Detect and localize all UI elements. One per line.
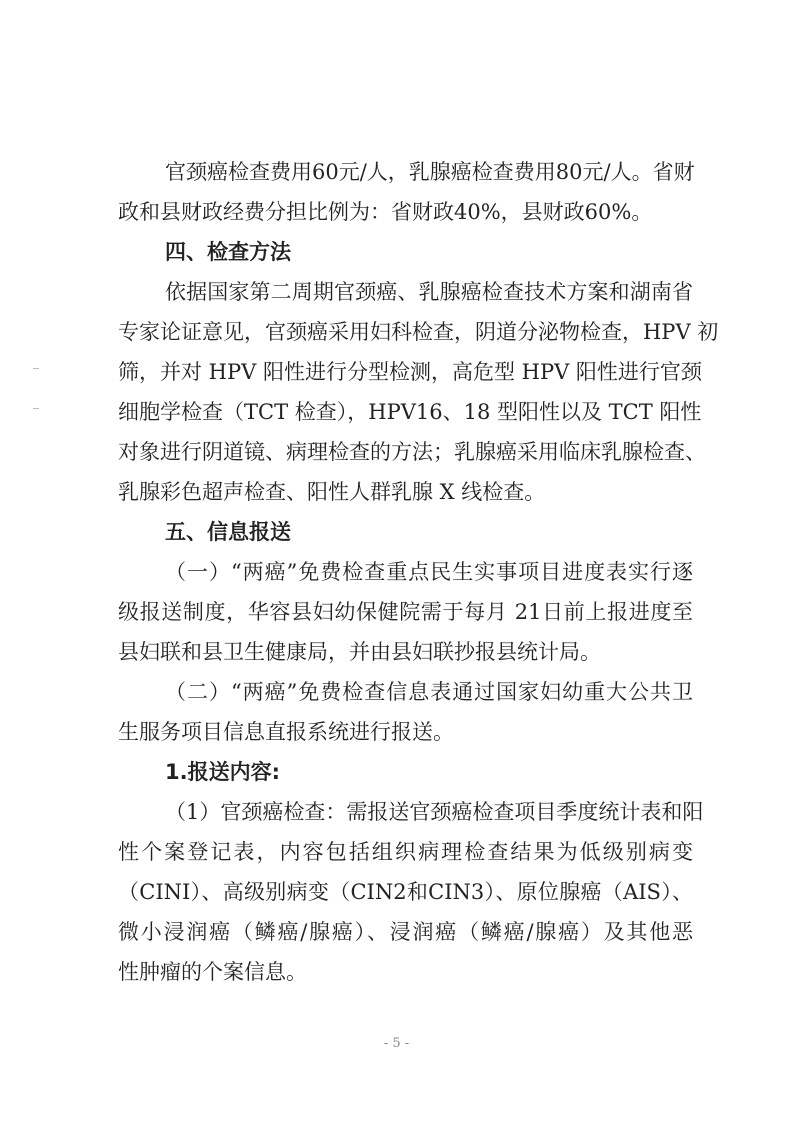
text-line: 对象进行阴道镜、病理检查的方法；乳腺癌采用临床乳腺检查、 — [118, 440, 706, 464]
document-body — [118, 152, 719, 992]
text-line: （一）“两癌”免费检查重点民生实事项目进度表实行逐 — [165, 560, 693, 584]
text-line: 筛，并对 HPV 阳性进行分型检测，高危型 HPV 阳性进行官颈 — [118, 360, 702, 384]
text-line: 政和县财政经费分担比例为：省财政40%，县财政60%。 — [118, 200, 653, 224]
text-line: 细胞学检查（TCT 检查），HPV16、18 型阳性以及 TCT 阳性 — [118, 400, 702, 424]
text-line: 性肿瘤的个案信息。 — [118, 960, 307, 984]
section-heading: 四、检查方法 — [165, 240, 291, 264]
text-line: 微小浸润癌（鳞癌/腺癌）、浸润癌（鳞癌/腺癌）及其他恶 — [118, 920, 693, 944]
section-heading: 五、信息报送 — [165, 520, 291, 544]
text-line: 性个案登记表，内容包括组织病理检查结果为低级别病变 — [118, 840, 693, 864]
text-line: （二）“两癌”免费检查信息表通过国家妇幼重大公共卫 — [165, 680, 693, 704]
text-line: （1）官颈癌检查：需报送官颈癌检查项目季度统计表和阳 — [165, 800, 704, 824]
text-line: 乳腺彩色超声检查、阳性人群乳腺 X 线检查。 — [118, 480, 546, 504]
text-line: 官颈癌检查费用60元/人，乳腺癌检查费用80元/人。省财 — [165, 160, 695, 184]
text-line: 依据国家第二周期官颈癌、乳腺癌检查技术方案和湖南省 — [165, 280, 693, 304]
subsection-heading: 1.报送内容: — [165, 760, 280, 784]
text-line: （CINI）、高级别病变（CIN2和CIN3）、原位腺癌（AIS）、 — [118, 880, 693, 904]
text-line: 生服务项目信息直报系统进行报送。 — [118, 720, 454, 744]
page-number: - 5 - — [383, 1036, 410, 1051]
scan-mark — [33, 368, 39, 369]
scan-mark — [33, 408, 39, 409]
text-line: 级报送制度，华容县妇幼保健院需于每月 21日前上报进度至 — [118, 600, 693, 624]
text-line: 县妇联和县卫生健康局，并由县妇联抄报县统计局。 — [118, 640, 601, 664]
text-line: 专家论证意见，官颈癌采用妇科检查，阴道分泌物检查，HPV 初 — [118, 320, 719, 344]
